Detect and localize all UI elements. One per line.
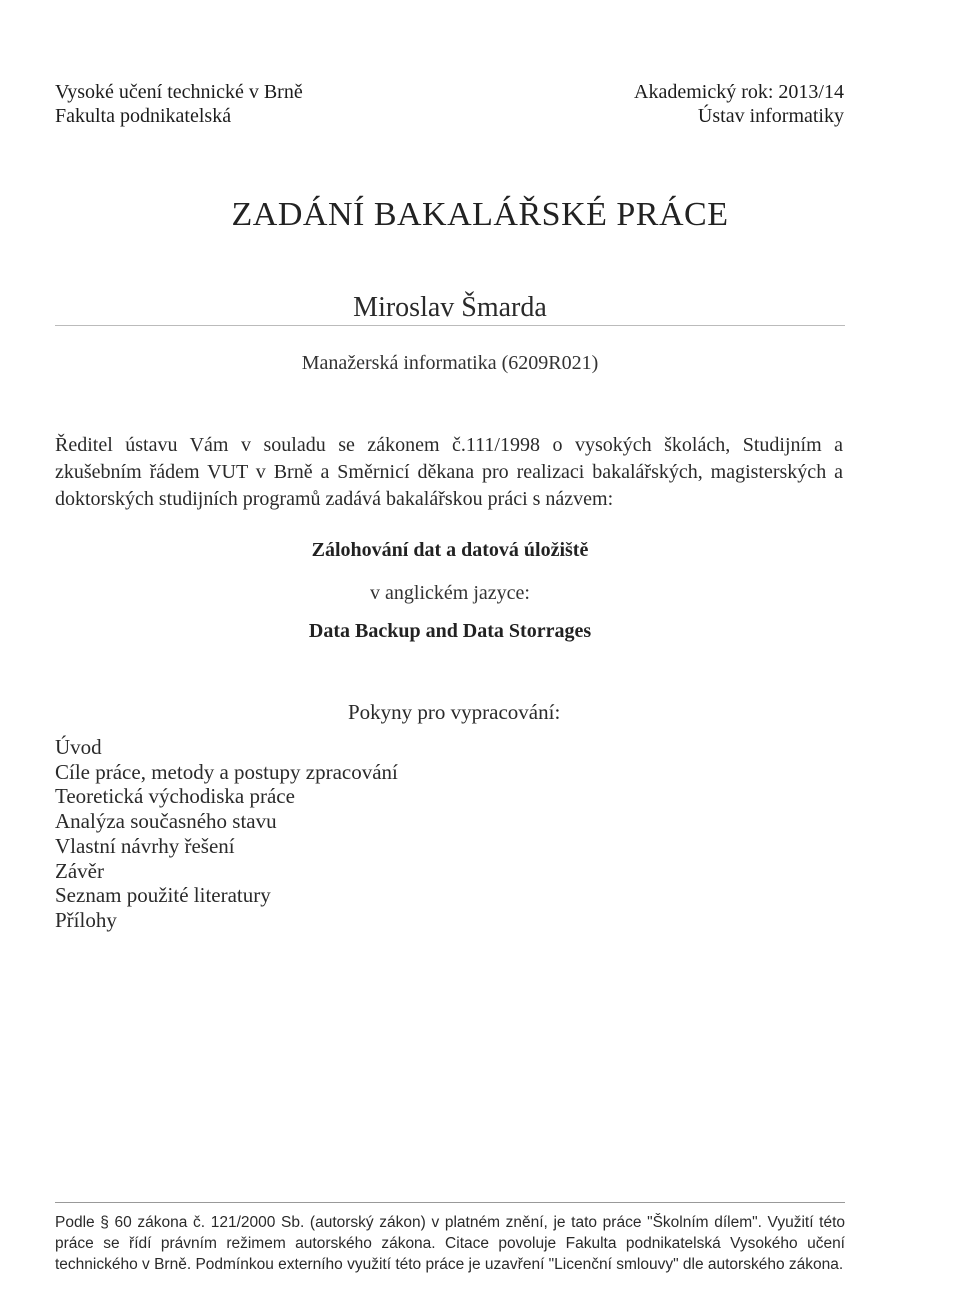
outline-item: Závěr xyxy=(55,858,104,883)
outline-item: Teoretická východiska práce xyxy=(55,784,295,809)
instructions-heading: Pokyny pro vypracování: xyxy=(348,700,561,724)
footer-divider xyxy=(55,1202,845,1203)
study-program: Manažerská informatika (6209R021) xyxy=(301,352,599,374)
header-left xyxy=(55,80,303,128)
academic-year: Akademický rok: 2013/14 xyxy=(634,81,844,103)
faculty-name: Fakulta podnikatelská xyxy=(55,105,232,127)
outline-item: Analýza současného stavu xyxy=(55,809,277,834)
header-right xyxy=(634,80,844,128)
copyright-notice: Podle § 60 zákona č. 121/2000 Sb. (autorský zákon) v platném znění, je tato práce "Školním dílem". Využití této práce se řídí právním režimem autorského zákona. Citace povoluje Fakulta podnikatelská Vysokého učení technického v Brně. Podmínkou externího využití této práce je uzavření "Licenční smlouvy" dle autorského zákona. xyxy=(55,1214,845,1273)
outline-item: Přílohy xyxy=(55,907,117,932)
outline-item: Vlastní návrhy řešení xyxy=(55,833,235,858)
student-name: Miroslav Šmarda xyxy=(353,292,547,323)
thesis-title-czech: Zálohování dat a datová úložiště xyxy=(311,539,589,561)
thesis-title-english: Data Backup and Data Storrages xyxy=(308,620,592,642)
english-language-label: v anglickém jazyce: xyxy=(370,582,530,604)
outline-item: Úvod xyxy=(55,735,102,759)
name-divider xyxy=(55,325,845,326)
outline-item: Cíle práce, metody a postupy zpracování xyxy=(55,759,398,784)
institute-name: Ústav informatiky xyxy=(697,105,844,127)
intro-paragraph: Ředitel ústavu Vám v souladu se zákonem č.111/1998 o vysokých školách, Studijním a zkušebním řádem VUT v Brně a Směrnicí děkana pro realizaci bakalářských, magisterských a doktorských studijních programů zadává bakalářskou práci s názvem: xyxy=(55,434,843,510)
outline-item: Seznam použité literatury xyxy=(55,883,271,908)
document-title: ZADÁNÍ BAKALÁŘSKÉ PRÁCE xyxy=(231,196,729,233)
outline-list xyxy=(55,735,398,933)
university-name: Vysoké učení technické v Brně xyxy=(55,81,303,103)
